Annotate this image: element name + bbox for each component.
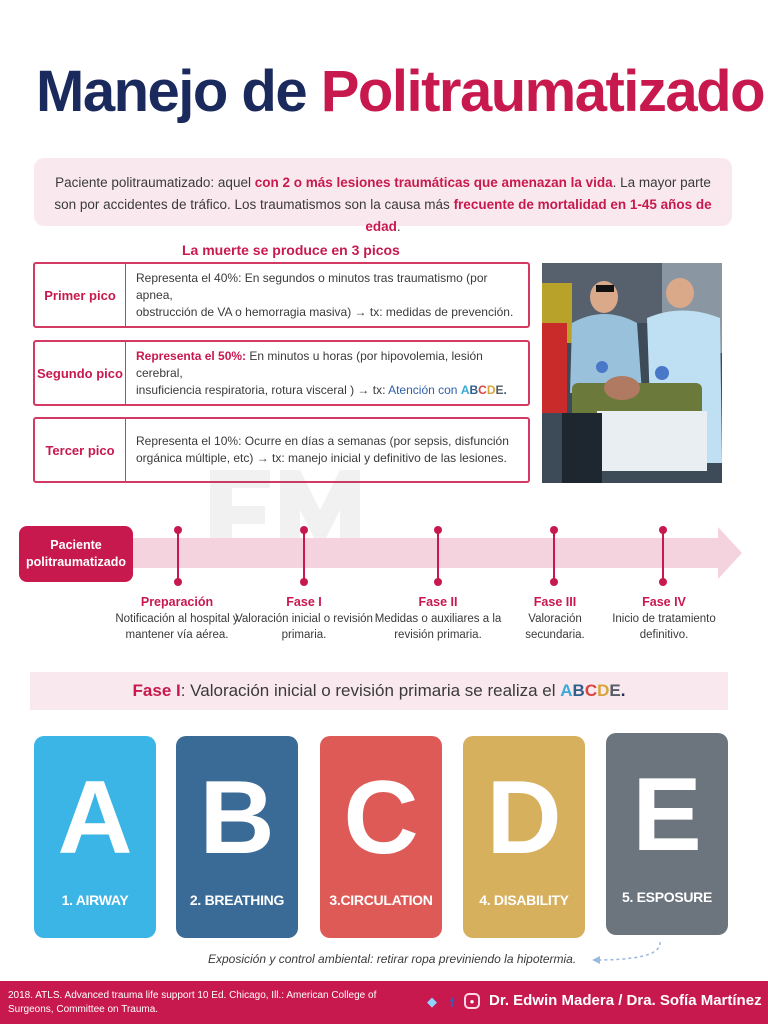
phase-3 (505, 594, 605, 643)
phase-name: Fase IV (642, 595, 686, 609)
intro-highlight-2: frecuente de mortalidad en 1-45 años de edad (365, 197, 712, 234)
exposure-note: Exposición y control ambiental: retirar ropa previniendo la hipotermia. (208, 952, 577, 966)
intro-text-1: Paciente politraumatizado: aquel (55, 175, 255, 190)
phase-name: Fase II (418, 595, 458, 609)
card-breathing (176, 736, 298, 938)
timeline-marker (303, 528, 305, 584)
phase-desc: Valoración secundaria. (525, 613, 585, 641)
peak-label: Primer pico (35, 264, 126, 326)
card-circulation (320, 736, 442, 938)
timeline-arrowhead (718, 527, 742, 579)
page-title (36, 58, 764, 125)
timeline-marker (662, 528, 664, 584)
phase-1 (234, 594, 374, 643)
peaks-heading: La muerte se produce en 3 picos (182, 242, 400, 258)
peak-first (33, 262, 530, 328)
card-label: 4. DISABILITY (479, 892, 569, 908)
card-label: 3.CIRCULATION (329, 892, 433, 908)
peak-label: Segundo pico (35, 342, 126, 404)
abcde-inline: ABCDE. (560, 681, 626, 700)
card-label: 1. AIRWAY (61, 892, 129, 908)
peak-line: Representa el 40%: En segundos o minutos tras traumatismo (por apnea, (136, 270, 488, 302)
peak-line: orgánica múltiple, etc) → tx: manejo inicial y definitivo de las lesiones. (136, 451, 507, 465)
timeline-marker (437, 528, 439, 584)
peak-description (126, 342, 528, 404)
phase-desc: Inicio de tratamiento definitivo. (612, 613, 716, 641)
phase-preparation (107, 594, 247, 643)
card-letter: E (632, 757, 702, 873)
intro-text-2: . La mayor parte son por accidentes de tráfico. Los traumatismos son la causa más (54, 175, 711, 212)
card-letter: B (199, 760, 275, 876)
timeline-marker (553, 528, 555, 584)
timeline-bar (120, 538, 720, 568)
phase-2 (368, 594, 508, 643)
peak-bold: Representa el 50%: (136, 348, 247, 363)
peak-description (126, 264, 528, 326)
peak-label: Tercer pico (35, 419, 126, 481)
fase1-label: Fase I (132, 681, 181, 700)
peak-line: insuficiencia respiratoria, rotura visceral ) → tx: (136, 382, 389, 397)
patient-badge: Paciente politraumatizado (19, 526, 133, 582)
abcde-inline: ABCDE. (460, 382, 507, 397)
facebook-icon[interactable]: f (449, 994, 455, 1010)
intro-highlight-1: con 2 o más lesiones traumáticas que amenazan la vida (254, 175, 613, 190)
card-letter: A (57, 760, 133, 876)
card-exposure (606, 733, 728, 935)
footer-authors: Dr. Edwin Madera / Dra. Sofía Martínez (489, 992, 762, 1009)
intro-box (34, 158, 732, 234)
title-part-1: Manejo de (36, 59, 307, 124)
phase-name: Fase III (533, 595, 577, 609)
peak-line: obstrucción de VA o hemorragia masiva) → tx: medidas de prevención. (136, 304, 514, 319)
instagram-icon[interactable]: ● (464, 993, 480, 1009)
title-part-2: Politraumatizado (320, 59, 765, 124)
abcde-link-text: Atención con (388, 382, 461, 397)
card-letter: D (486, 760, 562, 876)
card-disability (463, 736, 585, 938)
phase-desc: Notificación al hospital y mantener vía aérea. (115, 613, 239, 641)
peak-line: En minutos u horas (por hipovolemia, lesión cerebral, (136, 348, 483, 380)
card-airway (34, 736, 156, 938)
timeline-marker (177, 528, 179, 584)
trauma-team-photo (542, 263, 722, 483)
fase1-text: : Valoración inicial o revisión primaria se realiza el (180, 681, 561, 700)
phase-desc: Valoración inicial o revisión primaria. (235, 613, 373, 641)
phase-name: Preparación (140, 595, 214, 609)
fase1-banner (30, 672, 728, 710)
peak-line: Representa el 10%: Ocurre en días a semanas (por sepsis, disfunción (136, 434, 509, 448)
intro-text-3: . (396, 219, 401, 234)
phase-name: Fase I (286, 595, 322, 609)
dashed-arrow-icon (590, 940, 670, 970)
peak-second (33, 340, 530, 406)
card-letter: C (343, 760, 419, 876)
card-label: 2. BREATHING (189, 892, 285, 908)
twitter-icon[interactable]: ◆ (427, 994, 437, 1009)
footer (0, 981, 768, 1024)
card-label: 5. ESPOSURE (621, 889, 713, 905)
phase-desc: Medidas o auxiliares a la revisión primaria. (374, 613, 502, 641)
phase-4 (603, 594, 725, 643)
footer-reference: 2018. ATLS. Advanced trauma life support 10 Ed. Chicago, Ill.: American College of Surgeons, Committee on Trauma. (8, 990, 377, 1015)
social-icons (424, 993, 480, 1011)
